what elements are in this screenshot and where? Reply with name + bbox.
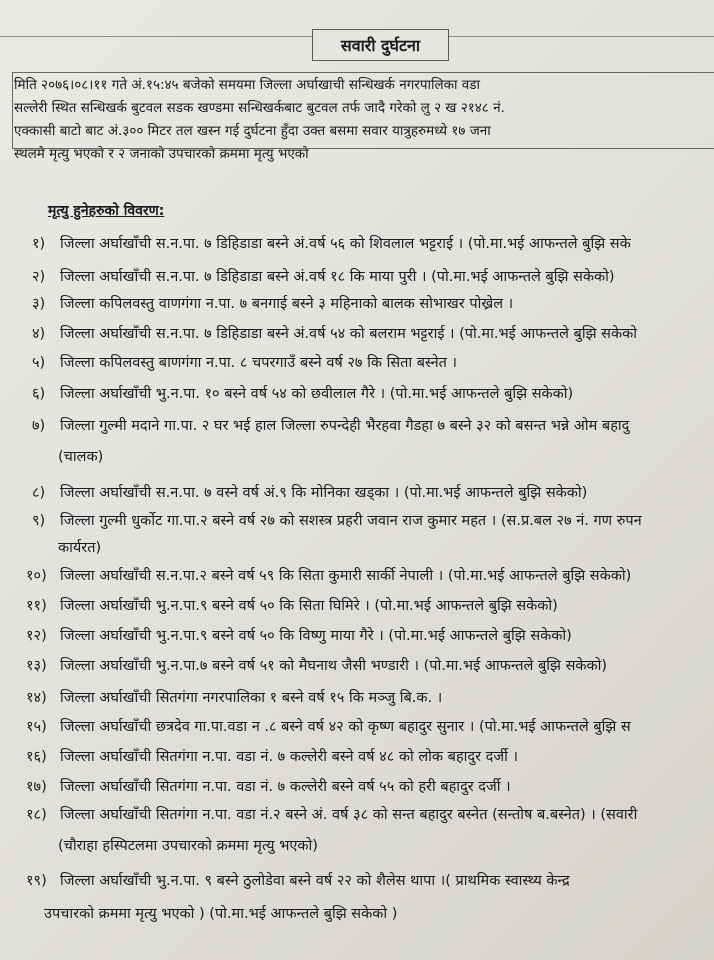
victim-text: जिल्ला अर्घाखाँची सितगंगा न.पा. वडा नं. ७ कल्लेरी बस्ने वर्ष ५५ को हरी बहादुर दर्जी ।: [60, 779, 511, 795]
victim-text-continuation: (चालक): [58, 449, 104, 465]
victim-number: १६): [26, 749, 47, 765]
victim-text: जिल्ला अर्घाखाँची स.न.पा.२ बस्ने वर्ष ५९ कि सिता कुमारी सार्की नेपाली । (पो.मा.भई आफन्तले बुझि सकेको): [60, 568, 632, 584]
intro-line: मिति २०७६।०८।११ गते अं.१५:४५ बजेको समयमा जिल्ला अर्घाखाची सन्धिखर्क नगरपालिका वडा: [14, 77, 481, 93]
victim-text-continuation: (चौराहा हस्पिटलमा उपचारको क्रममा मृत्यु भएको): [58, 838, 318, 854]
victim-number: १८): [26, 807, 47, 823]
victim-number: ३): [32, 296, 46, 312]
victim-text: जिल्ला अर्घाखाँची सितगंगा न.पा. वडा नं. ७ कल्लेरी बस्ने वर्ष ४८ को लोक बहादुर दर्जी ।: [60, 749, 518, 765]
victim-number: २): [32, 269, 46, 285]
victim-text: जिल्ला अर्घाखाँची भु.न.पा.७ बस्ने वर्ष ५१ को मैघनाथ जैसी भण्डारी । (पो.मा.भई आफन्तले बुझि सकेको): [60, 658, 608, 674]
victim-number: १५): [26, 719, 47, 735]
page-title: सवारी दुर्घटना: [312, 29, 449, 61]
victim-text: जिल्ला अर्घाखाँची स.न.पा. ७ वस्ने वर्ष अं.९ कि मोनिका खड्का । (पो.मा.भई आफन्तले बुझि सकेको): [60, 485, 588, 501]
victim-text: जिल्ला अर्घाखाँची भु.न.पा.९ बस्ने वर्ष ५० कि विष्णु माया गैरे । (पो.मा.भई आफन्तले बुझि सकेको): [60, 628, 572, 644]
victim-number: ४): [32, 326, 46, 342]
intro-paragraph: [14, 74, 714, 166]
victim-number: १०): [26, 568, 47, 584]
victim-text: जिल्ला अर्घाखाँची स.न.पा. ७ डिहिडाडा बस्ने अं.वर्ष ५४ को बलराम भट्टराई । (पो.मा.भई आफन्तले बुझि सकेको: [60, 326, 637, 342]
victim-text: जिल्ला अर्घाखाँची स.न.पा. ७ डिहिडाडा बस्ने अं.वर्ष ५६ को शिवलाल भट्टराई । (पो.मा.भई आफन्तले बुझि सके: [60, 236, 631, 252]
victim-number: ६): [32, 386, 46, 402]
victim-text: जिल्ला अर्घाखाँची छत्रदेव गा.पा.वडा न .८ बस्ने वर्ष ४२ को कृष्ण बहादुर सुनार । (पो.मा.भई आफन्तले बुझि स: [60, 719, 631, 735]
victim-text-continuation: उपचारको क्रममा मृत्यु भएको ) (पो.मा.भई आफन्तले बुझि सकेको ): [44, 906, 398, 922]
victim-number: ७): [32, 418, 46, 434]
victim-number: ९): [32, 513, 46, 529]
victim-text: जिल्ला गुल्मी धुर्कोट गा.पा.२ बस्ने वर्ष २७ को सशस्त्र प्रहरी जवान राज कुमार महत । (स.प्र.बल २७ नं. गण रुपन: [60, 513, 642, 529]
victim-number: १): [32, 236, 46, 252]
victim-number: ११): [26, 598, 47, 614]
victim-number: १२): [26, 628, 47, 644]
victim-number: ५): [32, 355, 46, 371]
victim-text: जिल्ला गुल्मी मदाने गा.पा. २ घर भई हाल जिल्ला रुपन्देही भैरहवा गैडहा ७ बस्ने ३२ को बसन्त भन्ने ओम बहादु: [60, 418, 630, 434]
victim-text: जिल्ला अर्घाखाँची भु.न.पा.९ बस्ने वर्ष ५० कि सिता घिमिरे । (पो.मा.भई आफन्तले बुझि सकेको): [60, 598, 558, 614]
victim-text: जिल्ला अर्घाखाँची सितगंगा न.पा. वडा नं.२ बस्ने अं. वर्ष ३८ को सन्त बहादुर बस्नेत (सन्तोष ब.बस्नेत) । (सवारी: [60, 807, 638, 823]
victim-text: जिल्ला अर्घाखाँची भु.न.पा. ९ बस्ने ठुलोडेवा बस्ने वर्ष २२ को शैलेस थापा ।( प्राथमिक स्वास्थ्य केन्द्र: [60, 873, 570, 889]
victim-number: १७): [26, 779, 47, 795]
intro-line: स्थलमै मृत्यु भएको र २ जनाको उपचारको क्रममा मृत्यु भएको: [14, 146, 309, 162]
victim-text: जिल्ला अर्घाखाँची भु.न.पा. १० बस्ने वर्ष ५४ को छवीलाल गैरे । (पो.मा.भई आफन्तले बुझि सकेको): [60, 386, 574, 402]
victim-number: १३): [26, 658, 47, 674]
intro-line: सल्लेरी स्थित सन्धिखर्क बुटवल सडक खण्डमा सन्धिखर्कबाट बुटवल तर्फ जादै गरेको लु २ ख २१४८ नं.: [14, 100, 505, 116]
victim-text: जिल्ला कपिलवस्तु वाणगंगा न.पा. ७ बनगाई बस्ने ३ महिनाको बालक सोभाखर पोख्रेल ।: [60, 296, 514, 312]
intro-line: एक्कासी बाटो बाट अं.३०० मिटर तल खस्न गई दुर्घटना हुँदा उक्त बसमा सवार यात्रुहरुमध्ये १७ जना: [14, 123, 491, 139]
victim-text: जिल्ला कपिलवस्तु बाणगंगा न.पा. ८ चपरगाउँ बस्ने वर्ष २७ कि सिता बस्नेत ।: [60, 355, 457, 371]
victim-number: ८): [32, 485, 46, 501]
victim-text-continuation: कार्यरत): [58, 540, 102, 556]
victim-number: १९): [26, 873, 47, 889]
victim-text: जिल्ला अर्घाखाँची सितगंगा नगरपालिका १ बस्ने वर्ष १५ कि मञ्जु बि.क. ।: [60, 690, 443, 706]
section-heading: मृत्यु हुनेहरुको विवरण:: [48, 203, 165, 219]
intro-frame: [12, 72, 714, 149]
victim-number: १४): [26, 690, 47, 706]
victim-text: जिल्ला अर्घाखाँची स.न.पा. ७ डिहिडाडा बस्ने अं.वर्ष १८ कि माया पुरी । (पो.मा.भई आफन्तले बुझि सकेको): [60, 269, 615, 285]
